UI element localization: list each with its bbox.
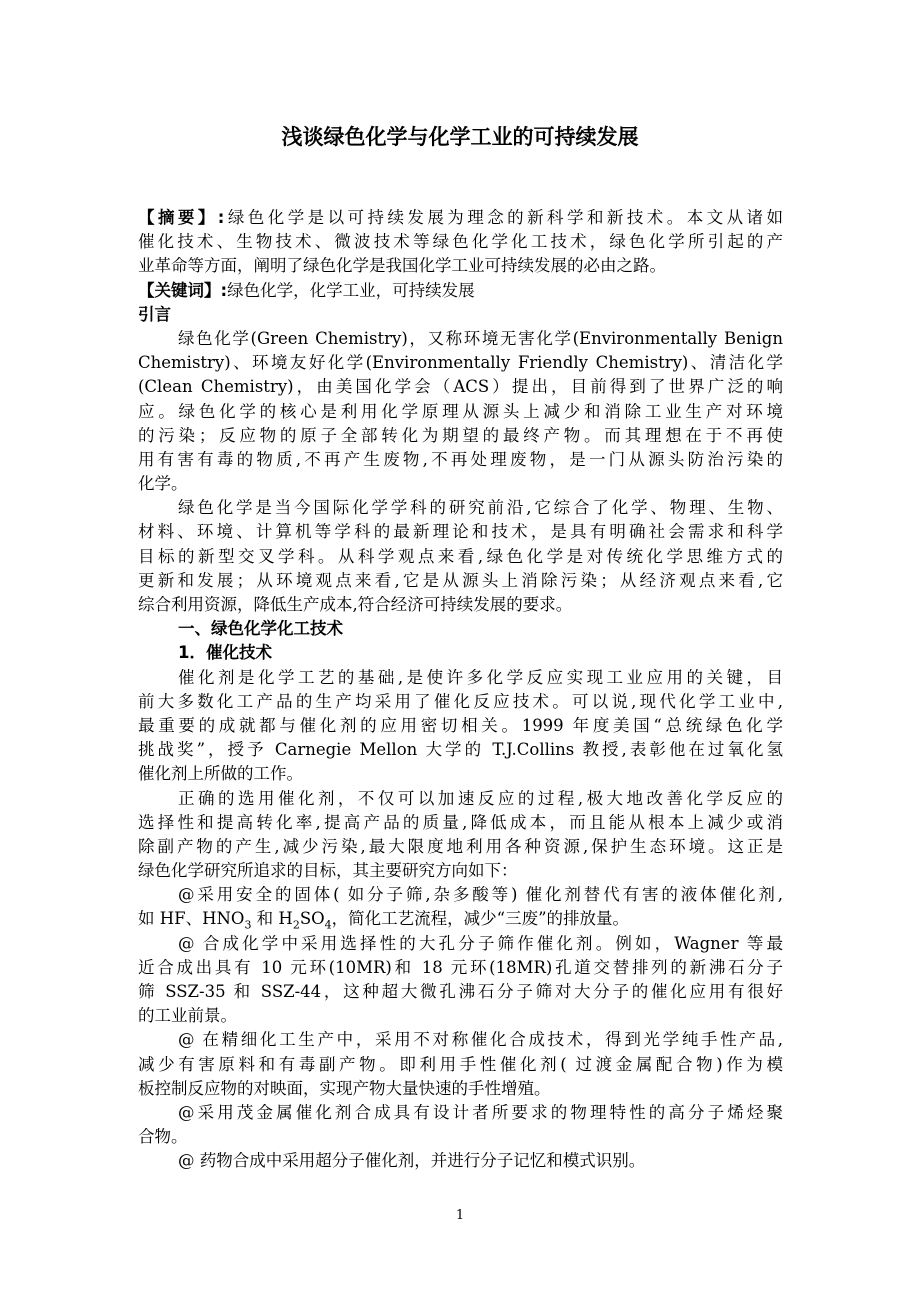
paragraph-3 (138, 666, 783, 787)
text-line: 减少有害原料和有毒副产物。即利用手性催化剂( 过渡金属配合物)作为模 (138, 1054, 783, 1074)
text-line: 选择性和提高转化率,提高产品的质量,降低成本，而且能从根本上减少或消 (138, 812, 783, 832)
paragraph-1 (138, 327, 783, 496)
list-item: @ 药物合成中采用超分子催化剂，并进行分子记忆和模式识别。 (178, 1151, 646, 1171)
subscript: 3 (244, 918, 252, 932)
intro-heading: 引言 (138, 304, 171, 324)
text-line: @采用安全的固体( 如分子筛,杂多酸等) 催化剂替代有害的液体催化剂, (178, 885, 783, 905)
text-line: 化学。 (138, 474, 188, 494)
page-number: 1 (455, 1208, 465, 1223)
text-line: 目标的新型交叉学科。从科学观点来看,绿色化学是对传统化学思维方式的 (138, 546, 783, 566)
subscript: 4 (324, 918, 332, 932)
text-line (138, 907, 783, 931)
abstract-line: 业革命等方面，阐明了绿色化学是我国化学工业可持续发展的必由之路。 (138, 256, 666, 276)
subscript: 2 (292, 918, 300, 932)
list-item (138, 883, 783, 931)
text-line: 最重要的成就都与催化剂的应用密切相关。1999 年度美国“总统绿色化学 (138, 715, 783, 735)
abstract (138, 206, 783, 279)
keywords-text: 绿色化学，化学工业，可持续发展 (227, 280, 475, 300)
list-item (138, 1028, 783, 1101)
text-line: 更新和发展；从环境观点来看,它是从源头上消除污染；从经济观点来看,它 (138, 570, 783, 590)
text-run: ，简化工艺流程，减少“三废”的排放量。 (331, 909, 630, 929)
text-line: 的工业前景。 (138, 1006, 237, 1026)
text-line: 正确的选用催化剂，不仅可以加速反应的过程,极大地改善化学反应的 (178, 788, 783, 808)
text-line: 应。绿色化学的核心是利用化学原理从源头上减少和消除工业生产对环境 (138, 401, 783, 421)
text-line: 材料、环境、计算机等学科的最新理论和技术，是具有明确社会需求和科学 (138, 522, 783, 542)
text-line: 绿色化学(Green Chemistry)，又称环境无害化学(Environmentally Benign (178, 328, 783, 348)
paragraph-2 (138, 496, 783, 617)
list-item (138, 1101, 783, 1149)
text-line: 绿色化学研究所追求的目标，其主要研究方向如下： (138, 861, 518, 881)
section-heading: 一、绿色化学化工技术 (178, 619, 343, 639)
text-run: 和 H (251, 909, 293, 929)
text-line: (Clean Chemistry)，由美国化学会（ACS）提出，目前得到了世界广泛的响 (138, 377, 783, 397)
text-line: 绿色化学是当今国际化学学科的研究前沿,它综合了化学、物理、生物、 (178, 498, 783, 518)
abstract-label: 【摘要】: (138, 208, 225, 227)
paragraph-4 (138, 787, 783, 884)
keywords-label: 【关键词】: (138, 280, 228, 300)
text-line: 挑战奖”，授予 Carnegie Mellon 大学的 T.J.Collins 教授,表彰他在过氧化氢 (138, 740, 783, 760)
text-line: 催化剂上所做的工作。 (138, 764, 303, 784)
text-line: 催化剂是化学工艺的基础,是使许多化学反应实现工业应用的关键，目 (178, 667, 783, 687)
text-line: 用有害有毒的物质,不再产生废物,不再处理废物，是一门从源头防治污染的 (138, 449, 783, 469)
text-line: 综合利用资源，降低生产成本,符合经济可持续发展的要求。 (138, 595, 573, 614)
abstract-line: 绿色化学是以可持续发展为理念的新科学和新技术。本文从诸如 (224, 208, 783, 227)
text-line: Chemistry)、环境友好化学(Environmentally Friendly Chemistry)、清洁化学 (138, 353, 783, 373)
text-run: SO (299, 909, 325, 929)
text-run: 如 HF、HNO (138, 909, 245, 929)
document-title: 浅谈绿色化学与化学工业的可持续发展 (281, 125, 639, 149)
text-line: @采用茂金属催化剂合成具有设计者所要求的物理特性的高分子烯烃聚 (178, 1102, 783, 1122)
document-body (138, 206, 783, 1174)
text-line: 筛 SSZ-35 和 SSZ-44，这种超大微孔沸石分子筛对大分子的催化应用有很好 (138, 982, 783, 1001)
text-line: 合物。 (138, 1127, 188, 1147)
text-line: @ 在精细化工生产中，采用不对称催化合成技术，得到光学纯手性产品, (178, 1030, 783, 1050)
text-line: 板控制反应物的对映面，实现产物大量快速的手性增殖。 (138, 1078, 551, 1098)
keywords (138, 279, 783, 303)
text-line: 除副产物的产生,减少污染,最大限度地利用各种资源,保护生态环境。这正是 (138, 836, 783, 856)
text-line: 前大多数化工产品的生产均采用了催化反应技术。可以说,现代化学工业中, (138, 691, 783, 711)
text-line: 的污染；反应物的原子全部转化为期望的最终产物。而其理想在于不再使 (138, 425, 783, 445)
text-line: 近合成出具有 10 元环(10MR)和 18 元环(18MR)孔道交替排列的新沸石分子 (138, 957, 783, 977)
abstract-line: 催化技术、生物技术、微波技术等绿色化学化工技术，绿色化学所引起的产 (138, 232, 783, 252)
list-item (138, 932, 783, 1029)
text-line: @ 合成化学中采用选择性的大孔分子筛作催化剂。例如，Wagner 等最 (178, 933, 783, 953)
subsection-heading: 1．催化技术 (178, 643, 272, 663)
